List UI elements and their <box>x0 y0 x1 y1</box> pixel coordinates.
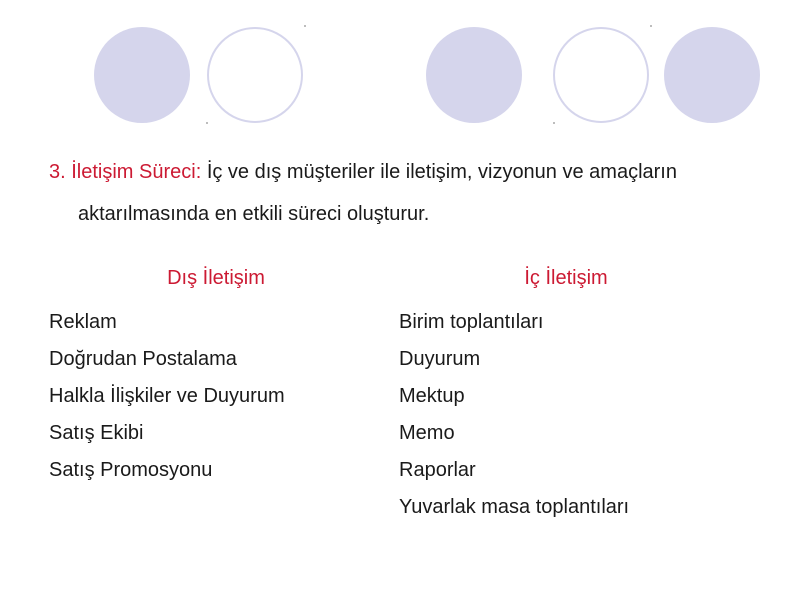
section-number-label: 3. İletişim Süreci: <box>49 161 202 183</box>
external-communication-title: Dış İletişim <box>167 267 265 289</box>
decorative-circle-filled <box>664 27 760 123</box>
decorative-dot <box>650 25 652 27</box>
decorative-circle-outline <box>553 27 649 123</box>
list-item: Duyurum <box>399 348 481 370</box>
list-item: Reklam <box>49 311 117 333</box>
list-item: Yuvarlak masa toplantıları <box>399 496 630 518</box>
section-heading <box>49 160 677 184</box>
external-communication-list <box>49 304 285 489</box>
list-item: Doğrudan Postalama <box>49 348 237 370</box>
section-description-line1: İç ve dış müşteriler ile iletişim, vizyonun ve amaçların <box>201 161 677 183</box>
decorative-circle-outline <box>207 27 303 123</box>
section-description-line2: aktarılmasında en etkili süreci oluşturur. <box>78 203 430 225</box>
list-item: Raporlar <box>399 459 476 481</box>
internal-communication-title: İç İletişim <box>524 267 608 289</box>
decorative-dot <box>304 25 306 27</box>
list-item: Satış Promosyonu <box>49 459 213 481</box>
decorative-circle-filled <box>94 27 190 123</box>
list-item: Halkla İlişkiler ve Duyurum <box>49 385 285 407</box>
decorative-dot <box>206 122 208 124</box>
internal-communication-list <box>399 304 629 526</box>
decorative-dot <box>553 122 555 124</box>
list-item: Mektup <box>399 385 465 407</box>
list-item: Birim toplantıları <box>399 311 544 333</box>
decorative-circle-filled <box>426 27 522 123</box>
list-item: Memo <box>399 422 455 444</box>
list-item: Satış Ekibi <box>49 422 144 444</box>
